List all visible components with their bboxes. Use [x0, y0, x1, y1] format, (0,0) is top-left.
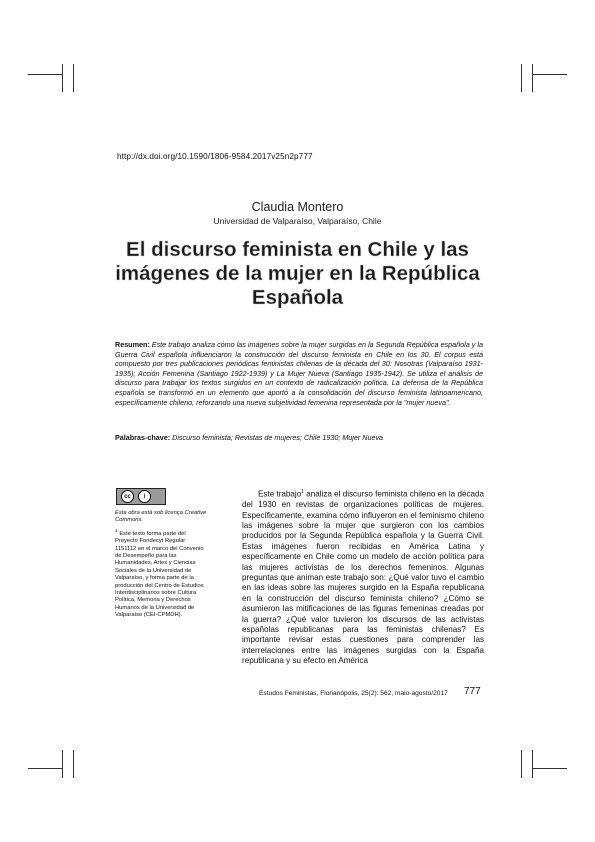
crop-mark [28, 768, 63, 769]
footnote-ref[interactable]: 1 [301, 489, 304, 495]
crop-mark [62, 750, 63, 778]
body-paragraph [242, 487, 484, 667]
keywords-text: Discurso feminista; Revistas de mujeres; Chile 1930; Mujer Nueva [172, 433, 384, 442]
crop-mark [73, 750, 74, 778]
sidebar-notes [115, 510, 207, 623]
article-title: El discurso feminista en Chile y las imágenes de la mujer en la República Española [115, 238, 480, 309]
crop-mark [532, 768, 567, 769]
crop-mark [521, 64, 522, 92]
body-lead: Este trabajo [258, 489, 302, 499]
crop-mark [62, 64, 63, 92]
crop-mark [532, 74, 567, 75]
cc-license-badge[interactable] [116, 488, 166, 505]
abstract-text: Este trabajo analiza cómo las imágenes sobre la mujer surgidas en la Segunda República española y la Guerra Civil española influenciaron la construcción del discurso feminista en Chile en los 30. El corpus está compuesto por tres publicaciones periódicas feministas chilenas de la década del 30: Nosotras (Valparaíso 1931-1935); Acción Femenina (Santiago 1922-1939) y La Mujer Nueva (Santiago 1935-1942). Se utiliza el análisis de discurso para trabajar los textos surgidos en un contexto de radicalización política. La defensa de la República española se transformó en un elemento que aportó a la consolidación del discurso feminista latinoamericano, específicamente chileno, reforzando una nueva subjetividad femenina representada por la "mujer nueva". [115, 340, 483, 407]
page-number: 777 [464, 686, 481, 697]
crop-mark [532, 750, 533, 778]
keywords-label: Palabras-chave: [115, 433, 171, 442]
footnote-marker: 1 [115, 528, 118, 534]
keywords [115, 433, 483, 442]
footnote [115, 528, 207, 620]
attribution-icon: i [138, 490, 151, 503]
author-affiliation: Universidad de Valparaíso, Valparaíso, Chile [213, 216, 382, 226]
crop-mark [28, 74, 63, 75]
abstract-label: Resumen: [115, 340, 150, 349]
license-text: Esta obra está sob licença Creative Commons. [115, 510, 207, 524]
doi-link[interactable]: http://dx.doi.org/10.1590/1806-9584.2017v25n2p777 [117, 152, 313, 161]
footnote-text: Este texto forma parte del Proyecto Fondecyt Regular 1151112 en el marco del Convenio de Desempeño para las Humanidades, Artes y Ciencias Sociales de la Universidad de Valparaíso, y forma parte de la producción del Centro de Estudios Interdisciplinarios sobre Cultura Política, Memoria y Derechos Humanos de la Universidad de Valparaíso (CEI-CPMDH). [115, 530, 204, 619]
crop-mark [532, 64, 533, 92]
crop-mark [73, 64, 74, 92]
abstract [115, 340, 483, 407]
body-text: analiza el discurso feminista chileno en la década del 1930 en revistas de organizaciones políticas de mujeres. Específicamente, examina cómo influyeron en el feminismo chileno las imágenes sobre la mujer que surgieron con los cambios producidos por la Segunda República española y la Guerra Civil. Estas imágenes fueron recibidas en América Latina y específicamente en Chile como un modelo de acción política para las mujeres activistas de los derechos femeninos. Algunas preguntas que animan este trabajo son: ¿Qué valor tuvo el cambio en las ideas sobre las mujeres surgido en la España republicana en la construcción del discurso feminista chileno? ¿Cómo se asumieron las mitificaciones de las figuras femeninas creadas por la guerra? ¿Qué valor tuvieron los discursos de las activistas españolas republicanas para las feministas chilenas? Es importante revisar estas cuestiones para comprender las interrelaciones entre las imágenes surgidas con la España republicana y su efecto en América [242, 489, 484, 666]
journal-footer: Estudos Feministas, Florianópolis, 25(2): 562, maio-agosto/2017 [259, 690, 448, 697]
crop-mark [521, 750, 522, 778]
cc-icon: cc [121, 490, 134, 503]
author-name: Claudia Montero [251, 200, 344, 214]
